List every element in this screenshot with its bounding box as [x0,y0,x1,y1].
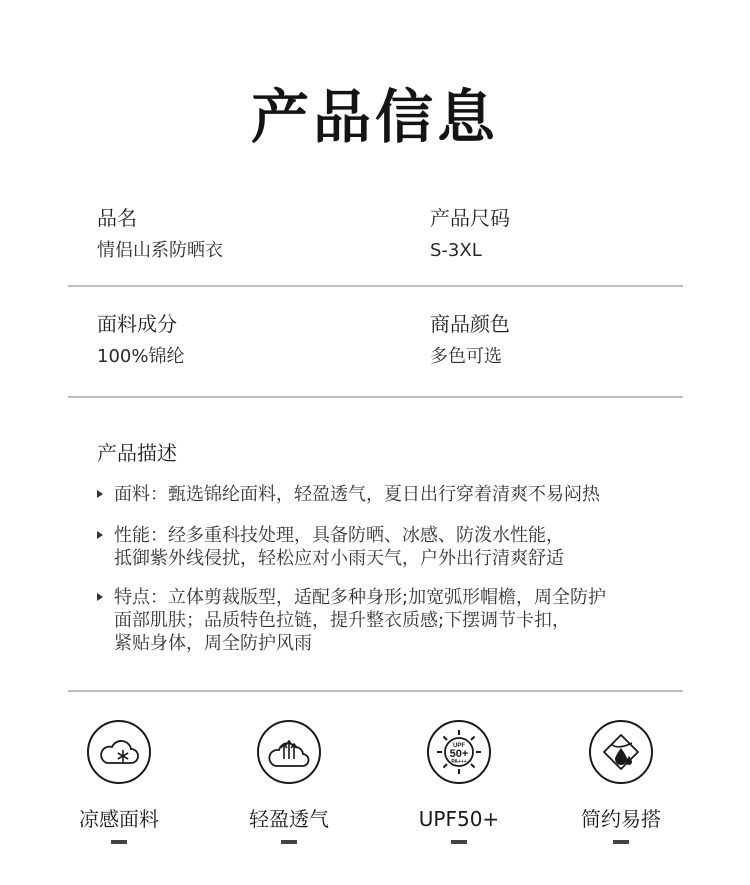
feature-upf [384,720,534,844]
upf-badge-top: UPF [453,743,465,749]
triangle-bullet-icon [97,490,103,498]
dash-mark [613,840,629,844]
water-drop-fold-icon [589,720,653,784]
spec-key: 品名 [97,206,137,230]
spec-color [430,311,510,369]
divider [68,690,683,692]
description-text: 性能：经多重科技处理，具备防晒、冰感、防泼水性能， 抵御紫外线侵扰，轻松应对小雨天气，户外出行清爽舒适 [114,525,564,569]
dash-mark [111,840,127,844]
spec-fabric [97,311,184,369]
description-text: 特点：立体剪裁版型，适配多种身形;加宽弧形帽檐，周全防护 面部肌肤；品质特色拉链，提升整衣质感;下摆调节卡扣， 紧贴身体，周全防护风雨 [114,587,607,654]
spec-key: 商品颜色 [430,312,510,336]
triangle-bullet-icon [97,531,103,539]
feature-label: UPF50+ [418,807,500,831]
page-title: 产品信息 [250,83,499,151]
description-item [97,586,697,655]
feature-easy-match [546,720,696,844]
feature-label: 轻盈透气 [249,807,329,831]
spec-value: 情侣山系防晒衣 [97,240,223,261]
spec-value: 多色可选 [430,346,502,367]
spec-product-name [97,205,223,263]
spec-size [430,205,510,263]
divider [68,396,683,398]
feature-label: 凉感面料 [79,807,159,831]
description-item [97,483,697,506]
description-text: 面料：甄选锦纶面料，轻盈透气，夏日出行穿着清爽不易闷热 [114,484,600,505]
feature-cool-fabric [44,720,194,844]
dash-mark [281,840,297,844]
dash-mark [451,840,467,844]
feature-breathable [214,720,364,844]
spec-value: S-3XL [430,240,482,261]
upf-badge-mid: 50+ [449,748,469,760]
divider [68,285,683,287]
breathable-cloud-icon [257,720,321,784]
cool-cloud-snowflake-icon [87,720,151,784]
spec-key: 面料成分 [97,312,177,336]
description-heading: 产品描述 [97,441,177,465]
spec-key: 产品尺码 [430,206,510,230]
spec-value: 100%锦纶 [97,346,185,367]
description-item [97,524,697,570]
upf-badge-bot: PA+++ [451,759,467,765]
feature-label: 简约易搭 [581,807,661,831]
triangle-bullet-icon [97,593,103,601]
upf-sun-icon [427,720,491,784]
